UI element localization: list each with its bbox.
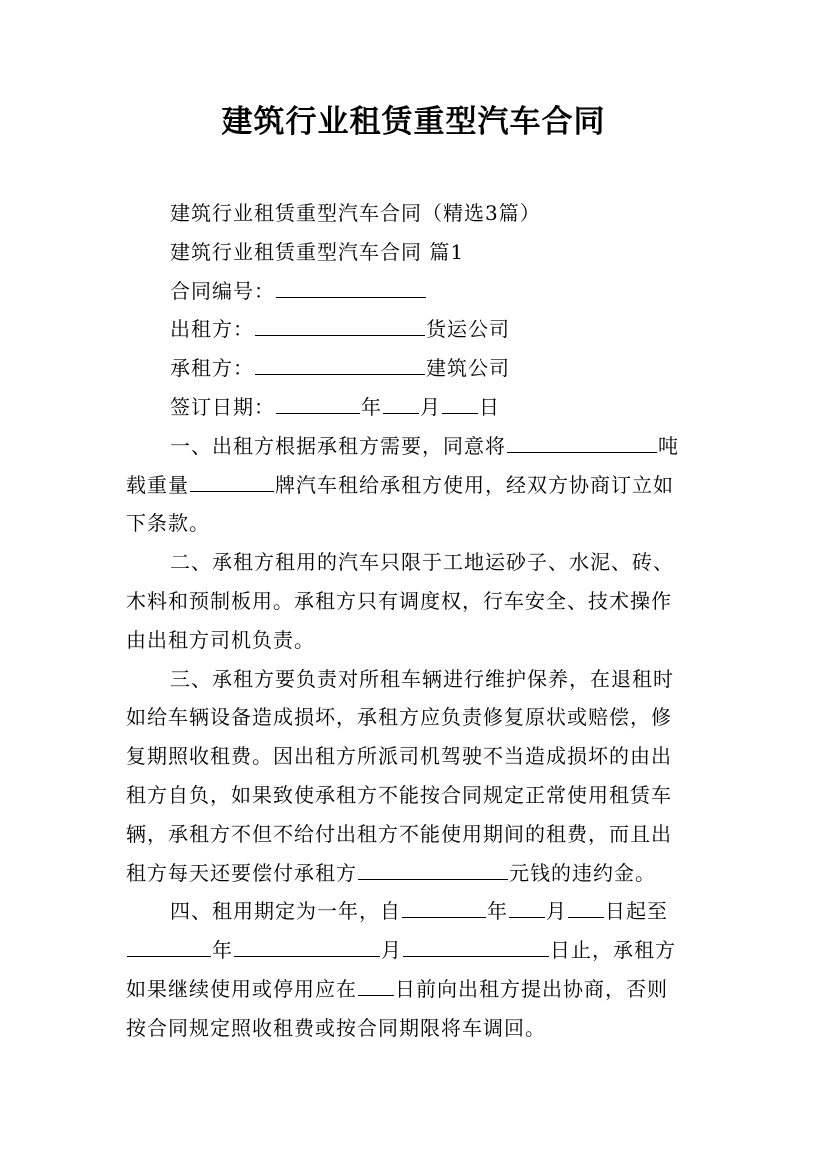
lessee-label: 承租方：: [170, 356, 254, 381]
start-month-blank: [509, 895, 545, 918]
lessee-line: [126, 349, 706, 388]
signing-date-line: [126, 388, 706, 427]
clause-2-line-2: 木料和预制板用。承租方只有调度权，行车安全、技术操作: [126, 588, 672, 613]
lessor-suffix: 货运公司: [426, 317, 510, 342]
clause-4-text-b: 日起至: [605, 899, 668, 924]
clause-4-month-unit: 月: [546, 899, 567, 924]
clause-4-year-unit: 年: [487, 899, 508, 924]
clause-4-text-a: 四、租用期定为一年，自: [170, 899, 401, 924]
start-year-blank: [402, 895, 486, 918]
lessor-label: 出租方：: [170, 317, 254, 342]
clause-1-line-1: [126, 427, 706, 466]
lessee-name-blank: [255, 352, 425, 375]
clause-3-line-3: 复期照收租费。因出租方所派司机驾驶不当造成损坏的由出: [126, 744, 672, 769]
tonnage-blank: [507, 430, 657, 453]
clause-3-line-6: [126, 854, 706, 893]
end-day-blank: [403, 934, 549, 957]
signing-day-blank: [442, 391, 478, 414]
clause-4-text-e: 日前向出租方提出协商，否则: [395, 976, 668, 1001]
document-body: [126, 194, 706, 1048]
contract-number-line: [126, 272, 706, 311]
clause-1-text-d: 牌汽车租给承租方使用，经双方协商订立如: [275, 472, 674, 497]
end-month-blank: [234, 934, 380, 957]
clause-2-line-3: 由出租方司机负责。: [126, 627, 315, 652]
clause-4-end-year-unit: 年: [212, 938, 233, 963]
clause-1-text-a: 一、出租方根据承租方需要，同意将: [170, 433, 506, 458]
clause-3-line-1: 三、承租方要负责对所租车辆进行维护保养，在退租时: [170, 666, 674, 691]
clause-3-line-4: 租方自负，如果致使承租方不能按合同规定正常使用租赁车: [126, 782, 672, 807]
clause-4-text-d: 如果继续使用或停用应在: [126, 976, 357, 1001]
penalty-amount-blank: [358, 857, 508, 880]
clause-4-line-2: [126, 931, 706, 970]
lessee-suffix: 建筑公司: [426, 356, 510, 381]
truck-brand-blank: [190, 469, 274, 492]
clause-3-line-2: 如给车辆设备造成损坏，承租方应负责修复原状或赔偿，修: [126, 705, 672, 730]
contract-number-blank: [276, 275, 426, 298]
signing-year-unit: 年: [361, 394, 382, 419]
notice-days-blank: [358, 973, 394, 996]
clause-3-text-b: 元钱的违约金。: [509, 860, 656, 885]
clause-4-line-1: [126, 892, 706, 931]
contract-number-label: 合同编号：: [170, 278, 275, 303]
clause-1-line-2: [126, 466, 706, 505]
signing-month-blank: [383, 391, 419, 414]
subtitle: 建筑行业租赁重型汽车合同（精选3篇）: [170, 201, 541, 225]
signing-date-label: 签订日期：: [170, 394, 275, 419]
section-heading: 建筑行业租赁重型汽车合同 篇1: [170, 239, 465, 264]
signing-day-unit: 日: [479, 394, 500, 419]
clause-1-line-3: 下条款。: [126, 511, 210, 536]
signing-year-blank: [276, 391, 360, 414]
clause-4-text-c: 日止，承租方: [550, 938, 676, 963]
clause-1-text-c: 载重量: [126, 472, 189, 497]
clause-4-line-3: [126, 970, 706, 1009]
clause-1-text-b: 吨: [658, 433, 679, 458]
clause-2-line-1: 二、承租方租用的汽车只限于工地运砂子、水泥、砖、: [170, 550, 674, 575]
start-day-blank: [568, 895, 604, 918]
clause-3-text-a: 租方每天还要偿付承租方: [126, 860, 357, 885]
lessor-name-blank: [255, 313, 425, 336]
document-title: 建筑行业租赁重型汽车合同: [221, 104, 606, 140]
signing-month-unit: 月: [420, 394, 441, 419]
end-year-blank: [127, 934, 211, 957]
clause-4-line-4: 按合同规定照收租费或按合同期限将车调回。: [126, 1015, 546, 1040]
clause-3-line-5: 辆，承租方不但不给付出租方不能使用期间的租费，而且出: [126, 821, 672, 846]
clause-4-end-month-unit: 月: [381, 938, 402, 963]
lessor-line: [126, 310, 706, 349]
